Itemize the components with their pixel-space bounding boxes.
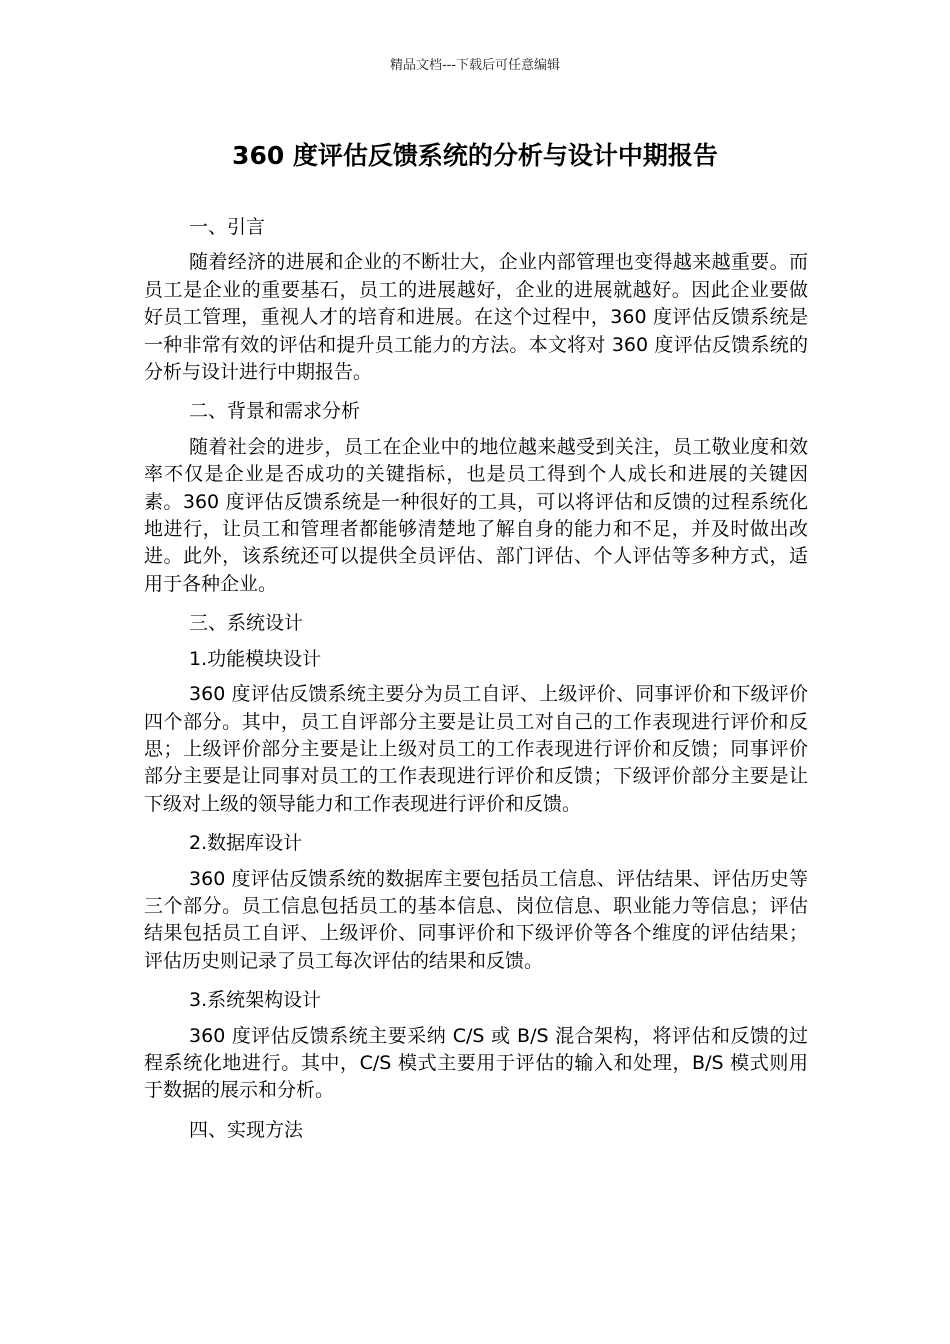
section-heading-background: 二、背景和需求分析: [189, 400, 361, 423]
body-paragraph: 360 度评估反馈系统主要采纳 C/S 或 B/S 混合架构，将评估和反馈的过程系统化地进行。其中，C/S 模式主要用于评估的输入和处理，B/S 模式则用于数据的展示和分析。: [144, 1024, 808, 1102]
section-heading-system-design: 三、系统设计: [189, 612, 304, 635]
body-paragraph: 360 度评估反馈系统主要分为员工自评、上级评价、同事评价和下级评价四个部分。其中，员工自评部分主要是让员工对自己的工作表现进行评价和反思；上级评价部分主要是让上级对员工的工作表现进行评价和反馈；同事评价部分主要是让同事对员工的工作表现进行评价和反馈；下级评价部分主要是让下级对上级的领导能力和工作表现进行评价和反馈。: [144, 683, 808, 815]
page-header-watermark: 精品文档---下载后可任意编辑: [389, 58, 561, 73]
body-paragraph: 360 度评估反馈系统的数据库主要包括员工信息、评估结果、评估历史等三个部分。员工信息包括员工的基本信息、岗位信息、职业能力等信息；评估结果包括员工自评、上级评价、同事评价和下级评价等各个维度的评估结果；评估历史则记录了员工每次评估的结果和反馈。: [144, 867, 808, 972]
section-heading-introduction: 一、引言: [189, 216, 266, 238]
body-paragraph: 随着经济的进展和企业的不断壮大，企业内部管理也变得越来越重要。而员工是企业的重要基石，员工的进展越好，企业的进展就越好。因此企业要做好员工管理，重视人才的培育和进展。在这个过程中，360 度评估反馈系统是一种非常有效的评估和提升员工能力的方法。本文将对 360 度评估反馈系统的分析与设计进行中期报告。: [144, 251, 808, 384]
body-paragraph: 随着社会的进步，员工在企业中的地位越来越受到关注，员工敬业度和效率不仅是企业是否成功的关键指标，也是员工得到个人成长和进展的关键因素。360 度评估反馈系统是一种很好的工具，可以将评估和反馈的过程系统化地进行，让员工和管理者都能够清楚地了解自身的能力和不足，并及时做出改进。此外，该系统还可以提供全员评估、部门评估、个人评估等多种方式，适用于各种企业。: [144, 435, 808, 595]
document-body: [144, 214, 808, 1152]
subsection-heading-modules: 1.功能模块设计: [189, 647, 322, 670]
subsection-heading-database: 2.数据库设计: [189, 832, 303, 855]
document-title: 360 度评估反馈系统的分析与设计中期报告: [232, 141, 718, 170]
subsection-heading-architecture: 3.系统架构设计: [189, 989, 322, 1012]
section-heading-implementation: 四、实现方法: [189, 1118, 304, 1141]
